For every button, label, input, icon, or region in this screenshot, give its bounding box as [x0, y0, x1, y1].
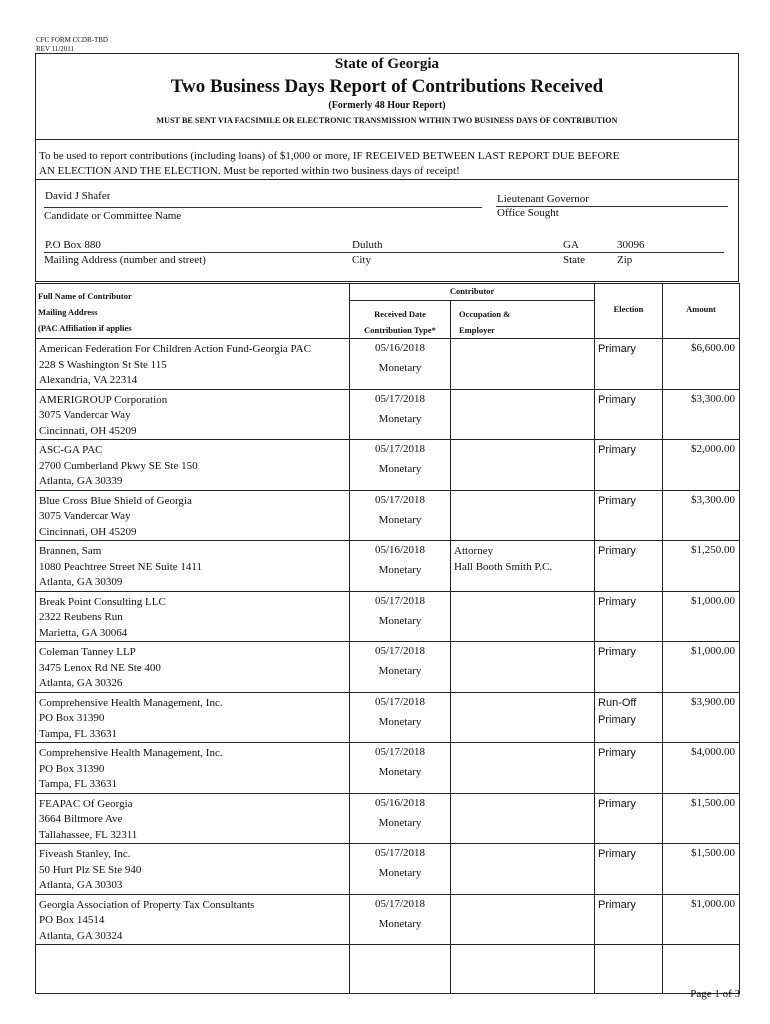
table-row — [36, 440, 740, 491]
occupation-header: Occupation & Employer — [451, 301, 595, 339]
election-cell — [595, 894, 663, 945]
occupation-cell — [451, 389, 595, 440]
table-row — [36, 743, 740, 794]
contributor-city: Alexandria, VA 22314 — [39, 374, 138, 386]
date-cell — [350, 339, 451, 390]
contributor-name: FEAPAC Of Georgia — [39, 797, 133, 810]
contributor-city: Atlanta, GA 30324 — [39, 929, 123, 942]
amount: $1,500.00 — [663, 844, 740, 895]
occupation-cell — [451, 844, 595, 895]
contributor-city: Tampa, FL 33631 — [39, 727, 117, 740]
contributor-address: 3075 Vandercar Way — [39, 409, 131, 421]
election-cell — [595, 844, 663, 895]
date-cell — [350, 591, 451, 642]
contribution-type: Monetary — [378, 917, 422, 930]
contributor-address: 3664 Biltmore Ave — [39, 813, 123, 825]
election-header: Election — [595, 284, 663, 339]
election-cell — [595, 389, 663, 440]
occupation-cell — [451, 692, 595, 743]
amount: $3,300.00 — [663, 490, 740, 541]
report-header — [35, 53, 739, 282]
election-secondary: Primary — [598, 713, 636, 726]
zip-label: Zip — [617, 254, 633, 266]
occupation-cell — [451, 541, 595, 592]
contribution-type: Monetary — [378, 766, 422, 778]
received-date: 05/17/2018 — [374, 746, 426, 758]
office-sought: Lieutenant Governor — [497, 193, 589, 205]
contributor-address: 50 Hurt Plz SE Ste 940 — [39, 863, 142, 876]
election-cell — [595, 440, 663, 491]
table-row — [36, 894, 740, 945]
contribution-type: Monetary — [378, 463, 422, 475]
date-cell — [350, 642, 451, 693]
election-cell — [595, 591, 663, 642]
election-cell — [595, 339, 663, 390]
occupation-cell — [451, 793, 595, 844]
occupation-cell — [451, 490, 595, 541]
election: Primary — [598, 545, 636, 557]
election: Primary — [598, 747, 636, 759]
table-row — [36, 490, 740, 541]
underline — [44, 252, 724, 253]
election: Run-Off — [598, 696, 637, 709]
contributor-city: Marietta, GA 30064 — [39, 626, 128, 639]
contributor-name: AMERIGROUP Corporation — [39, 393, 168, 406]
election: Primary — [598, 898, 636, 911]
contributor-cell — [36, 692, 350, 743]
date-cell — [350, 490, 451, 541]
city: Duluth — [352, 239, 383, 251]
candidate-name: David J Shafer — [45, 190, 111, 202]
table-row — [36, 339, 740, 390]
contributor-name: ASC-GA PAC — [39, 444, 103, 456]
contributor-address: PO Box 14514 — [39, 914, 105, 926]
amount: $4,000.00 — [663, 743, 740, 794]
underline — [44, 207, 482, 208]
contributor-city: Cincinnati, OH 45209 — [39, 424, 137, 437]
table-row — [36, 389, 740, 440]
contributor-city: Atlanta, GA 30339 — [39, 475, 123, 487]
contribution-type: Monetary — [378, 513, 422, 526]
contributor-name: Brannen, Sam — [39, 545, 102, 557]
received-date: 05/17/2018 — [374, 645, 426, 657]
contributor-name: Georgia Association of Property Tax Consultants — [39, 898, 255, 911]
table-row — [36, 692, 740, 743]
occupation-cell — [451, 591, 595, 642]
empty-row — [36, 945, 740, 994]
contributor-city: Atlanta, GA 30309 — [39, 576, 123, 588]
contributions-table — [35, 283, 740, 994]
amount: $6,600.00 — [663, 339, 740, 390]
received-date-header: Received Date Contribution Type* — [350, 301, 451, 339]
contributor-cell — [36, 541, 350, 592]
page-number: Page 1 of 3 — [690, 988, 740, 1000]
candidate-name-label: Candidate or Committee Name — [44, 210, 182, 222]
contributor-cell — [36, 591, 350, 642]
mailing-address-label: Mailing Address (number and street) — [44, 254, 206, 266]
amount-header: Amount — [663, 284, 740, 339]
divider — [36, 179, 738, 180]
election: Primary — [598, 848, 636, 860]
election-cell — [595, 642, 663, 693]
state-heading: State of Georgia — [334, 56, 440, 72]
election-cell — [595, 793, 663, 844]
table-row — [36, 541, 740, 592]
page-title: Two Business Days Report of Contributions Received — [170, 76, 604, 97]
form-id: CFC FORM CCDR-TBD REV 11/2011 — [36, 36, 108, 53]
received-date: 05/16/2018 — [374, 796, 426, 809]
mailing-address: P.O Box 880 — [45, 239, 101, 251]
contributor-cell — [36, 389, 350, 440]
date-cell — [350, 389, 451, 440]
amount: $1,000.00 — [663, 894, 740, 945]
received-date: 05/16/2018 — [374, 544, 426, 556]
contributor-city: Tallahassee, FL 32311 — [39, 828, 138, 841]
contributor-cell — [36, 339, 350, 390]
contributor-name: American Federation For Children Action Fund-Georgia PAC — [39, 343, 311, 355]
contributor-name: Comprehensive Health Management, Inc. — [39, 747, 223, 759]
contribution-type: Monetary — [378, 816, 422, 829]
election: Primary — [598, 393, 636, 406]
contribution-type: Monetary — [378, 715, 422, 728]
amount: $3,300.00 — [663, 389, 740, 440]
table-row — [36, 642, 740, 693]
state: GA — [563, 239, 579, 251]
contributor-city: Cincinnati, OH 45209 — [39, 525, 137, 538]
city-label: City — [352, 254, 371, 266]
election-cell — [595, 692, 663, 743]
contributor-cell — [36, 642, 350, 693]
occupation-cell — [451, 743, 595, 794]
election: Primary — [598, 595, 636, 608]
date-cell — [350, 793, 451, 844]
received-date: 05/16/2018 — [374, 342, 426, 354]
contributor-address: 2322 Reubens Run — [39, 611, 123, 623]
contributor-name: Fiveash Stanley, Inc. — [39, 848, 131, 860]
contributor-address: PO Box 31390 — [39, 762, 105, 775]
amount: $1,250.00 — [663, 541, 740, 592]
transmission-notice: MUST BE SENT VIA FACSIMILE OR ELECTRONIC TRANSMISSION WITHIN TWO BUSINESS DAYS OF CONTRIBUTION — [156, 116, 618, 125]
amount: $2,000.00 — [663, 440, 740, 491]
occupation-cell — [451, 339, 595, 390]
contributor-address: 3075 Vandercar Way — [39, 510, 131, 522]
table-row — [36, 793, 740, 844]
received-date: 05/17/2018 — [374, 493, 426, 506]
instructions: To be used to report contributions (including loans) of $1,000 or more, IF RECEIVED BETWEEN LAST REPORT DUE BEFORE AN ELECTION AND THE ELECTION. Must be reported within two business days of receipt! — [39, 150, 620, 177]
occupation-cell — [451, 894, 595, 945]
date-cell — [350, 440, 451, 491]
contribution-type: Monetary — [378, 412, 422, 425]
election-cell — [595, 490, 663, 541]
occupation-cell — [451, 440, 595, 491]
zip: 30096 — [617, 239, 645, 251]
contributor-cell — [36, 793, 350, 844]
contributor-address: 228 S Washington St Ste 115 — [39, 358, 167, 371]
divider — [36, 139, 738, 140]
received-date: 05/17/2018 — [374, 392, 426, 405]
contributor-group-header: Contributor — [350, 284, 595, 301]
date-cell — [350, 894, 451, 945]
contributor-name: Comprehensive Health Management, Inc. — [39, 696, 223, 709]
date-cell — [350, 692, 451, 743]
contributor-cell — [36, 743, 350, 794]
election: Primary — [598, 646, 636, 658]
contributor-name: Break Point Consulting LLC — [39, 595, 166, 608]
received-date: 05/17/2018 — [374, 897, 426, 910]
contribution-type: Monetary — [378, 665, 422, 677]
table-row — [36, 844, 740, 895]
date-cell — [350, 541, 451, 592]
contributor-address: PO Box 31390 — [39, 712, 105, 724]
amount: $1,000.00 — [663, 591, 740, 642]
state-label: State — [563, 254, 585, 266]
date-cell — [350, 844, 451, 895]
contributor-address: 1080 Peachtree Street NE Suite 1411 — [39, 560, 203, 573]
contributor-name: Blue Cross Blue Shield of Georgia — [39, 494, 192, 507]
contributor-address: 3475 Lenox Rd NE Ste 400 — [39, 661, 161, 674]
election-cell — [595, 541, 663, 592]
contributor-city: Tampa, FL 33631 — [39, 778, 117, 790]
election: Primary — [598, 797, 636, 810]
employer: Hall Booth Smith P.C. — [454, 560, 553, 573]
contributor-cell — [36, 440, 350, 491]
contribution-type: Monetary — [378, 867, 422, 879]
election: Primary — [598, 444, 636, 456]
contributor-name-header: Full Name of Contributor Mailing Address (PAC Affiliation if applies — [36, 284, 350, 339]
election-cell — [595, 743, 663, 794]
contribution-type: Monetary — [378, 362, 422, 374]
date-cell — [350, 743, 451, 794]
contributor-city: Atlanta, GA 30303 — [39, 879, 123, 891]
received-date: 05/17/2018 — [374, 443, 426, 455]
subtitle: (Formerly 48 Hour Report) — [328, 100, 446, 111]
received-date: 05/17/2018 — [374, 695, 426, 708]
contributor-city: Atlanta, GA 30326 — [39, 677, 123, 689]
amount: $1,000.00 — [663, 642, 740, 693]
received-date: 05/17/2018 — [374, 847, 426, 859]
contributor-cell — [36, 844, 350, 895]
contributor-cell — [36, 490, 350, 541]
amount: $3,900.00 — [663, 692, 740, 743]
contributor-cell — [36, 894, 350, 945]
contribution-type: Monetary — [378, 564, 422, 576]
received-date: 05/17/2018 — [374, 594, 426, 607]
occupation: Attorney — [454, 545, 494, 557]
election: Primary — [598, 343, 636, 355]
office-sought-label: Office Sought — [497, 207, 559, 219]
contributor-address: 2700 Cumberland Pkwy SE Ste 150 — [39, 459, 198, 472]
election: Primary — [598, 494, 636, 507]
contributor-name: Coleman Tanney LLP — [39, 646, 136, 658]
amount: $1,500.00 — [663, 793, 740, 844]
contribution-type: Monetary — [378, 614, 422, 627]
table-row — [36, 591, 740, 642]
occupation-cell — [451, 642, 595, 693]
